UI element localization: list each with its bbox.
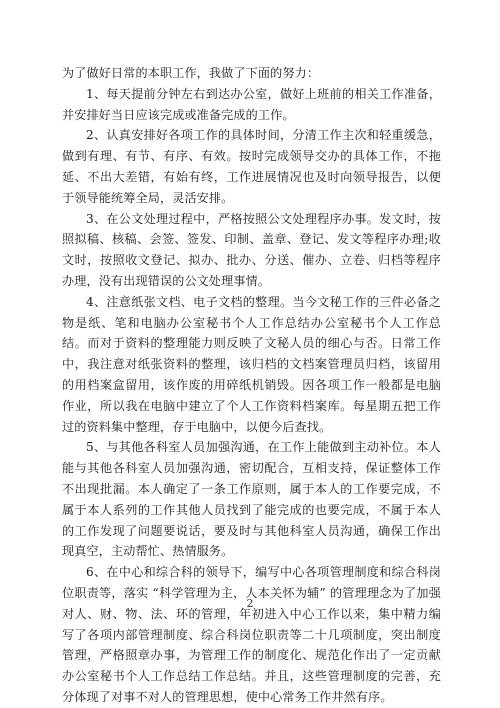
paragraph-item-6: 6、在中心和综合科的领导下，编写中心各项管理制度和综合科岗位职责等，落实 “科学管理为主，人本关怀为辅” 的管理理念为了加强对人、财、物、法、环的管理，年初进入中心工作以来，集中精力编写了各项内部管理制度、综合科岗位职责等二十几项制度，突出制度管理，严格照章办事，为管理工作的制度化、规范化作出了一定贡献办公室秘书个人工作总结工作总结。并且，这些管理制度的完善，充分体现了对事不对人的管理思想，使中心常务工作井然有序。 <box>62 565 441 704</box>
page-number: 2 <box>246 597 254 610</box>
paragraph-item-2: 2、认真安排好各项工作的具体时间，分清工作主次和轻重缓急，做到有理、有节、有序、有效。按时完成领导交办的具体工作，不拖延、不出大差错，有始有终，工作进展情况也及时向领导报告，以便于领导能统筹全局，灵活安排。 <box>62 128 441 205</box>
paragraph-item-3: 3、在公文处理过程中，严格按照公文处理程序办事。发文时，按照拟稿、核稿、会签、签发、印制、盖章、登记、发文等程序办理;收文时，按照收文登记、拟办、批办、分送、催办、立卷、归档等程序办理，没有出现错误的公文处理事情。 <box>62 211 441 288</box>
intro-paragraph: 为了做好日常的本职工作，我做了下面的努力： <box>62 66 320 80</box>
document-body <box>62 63 441 708</box>
paragraph-item-4: 4、注意纸张文档、电子文档的整理。当今文秘工作的三件必备之物是纸、笔和电脑办公室秘书个人工作总结办公室秘书个人工作总结。而对于资料的整理能力则反映了文秘人员的细心与否。日常工作中，我注意对纸张资料的整理，该归档的文档案管理员归档，该留用的用档案盒留用，该作废的用碎纸机销毁。因各项工作一般都是电脑作业，所以我在电脑中建立了个人工作资料档案库。每星期五把工作过的资料集中整理，存于电脑中，以便今后查找。 <box>62 294 441 434</box>
paragraph-item-1: 1、每天提前分钟左右到达办公室，做好上班前的相关工作准备，并安排好当日应该完成或准备完成的工作。 <box>62 86 441 122</box>
paragraph-item-5: 5、与其他各科室人员加强沟通，在工作上能做到主动补位。本人能与其他各科室人员加强沟通，密切配合，互相支持，保证整体工作不出现批漏。本人确定了一条工作原则，属于本人的工作要完成，不属于本人系列的工作其他人员找到了能完成的也要完成，不属于本人的工作发现了问题要说话，要及时与其他科室人员沟通，确保工作出现真空，主动帮忙、热情服务。 <box>62 440 441 559</box>
